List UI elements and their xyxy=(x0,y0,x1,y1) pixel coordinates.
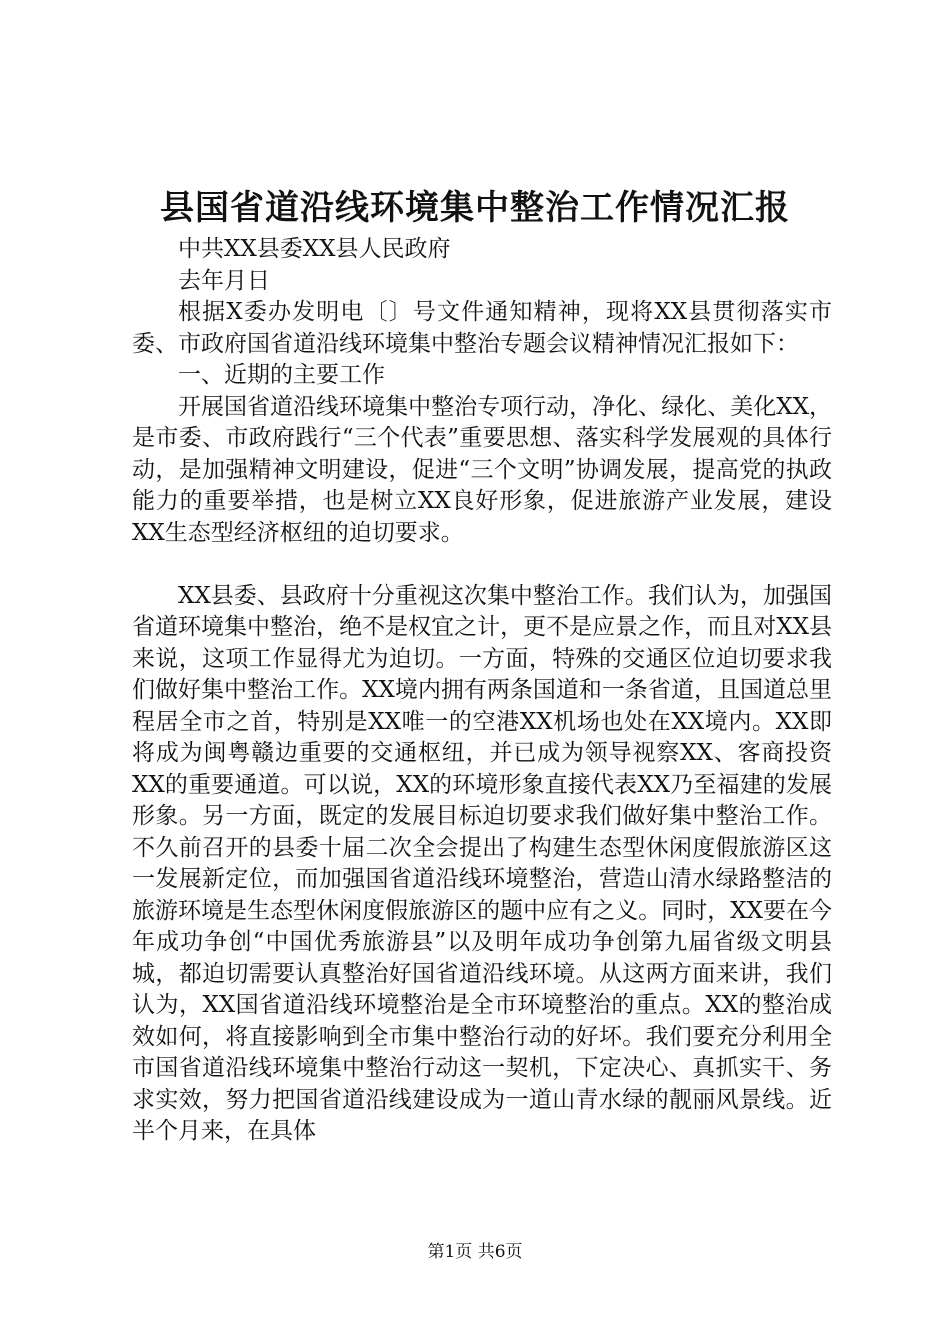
document-body xyxy=(132,234,832,1148)
issuer-line: 中共XX县委XX县人民政府 xyxy=(178,236,451,262)
document-title: 县国省道沿线环境集中整治工作情况汇报 xyxy=(160,188,790,228)
section-heading: 一、近期的主要工作 xyxy=(178,362,385,388)
body-paragraph: XX县委、县政府十分重视这次集中整治工作。我们认为，加强国省道环境集中整治，绝不是权宜之计，更不是应景之作，而且对XX县来说，这项工作显得尤为迫切。一方面，特殊的交通区位迫切要求我们做好集中整治工作。XX境内拥有两条国道和一条省道，且国道总里程居全市之首，特别是XX唯一的空港XX机场也处在XX境内。XX即将成为闽粤赣边重要的交通枢纽，并已成为领导视察XX、客商投资XX的重要通道。可以说，XX的环境形象直接代表XX乃至福建的发展形象。另一方面，既定的发展目标迫切要求我们做好集中整治工作。不久前召开的县委十届二次全会提出了构建生态型休闲度假旅游区这一发展新定位，而加强国省道沿线环境整治，营造山清水绿路整洁的旅游环境是生态型休闲度假旅游区的题中应有之义。同时，XX要在今年成功争创“中国优秀旅游县”以及明年成功争创第九届省级文明县城，都迫切需要认真整治好国省道沿线环境。从这两方面来讲，我们认为，XX国省道沿线环境整治是全市环境整治的重点。XX的整治成效如何，将直接影响到全市集中整治行动的好坏。我们要充分利用全市国省道沿线环境集中整治行动这一契机，下定决心、真抓实干、务求实效，努力把国省道沿线建设成为一道山青水绿的靓丽风景线。近半个月来，在具体 xyxy=(132,582,832,1144)
page-number-footer: 第1页 共6页 xyxy=(427,1242,523,1262)
intro-paragraph: 根据X委办发明电〔〕号文件通知精神，现将XX县贯彻落实市委、市政府国省道沿线环境集中整治专题会议精神情况汇报如下： xyxy=(132,299,832,357)
date-line: 去年月日 xyxy=(178,267,270,294)
body-paragraph: 开展国省道沿线环境集中整治专项行动，净化、绿化、美化XX，是市委、市政府践行“三个代表”重要思想、落实科学发展观的具体行动，是加强精神文明建设，促进“三个文明”协调发展，提高党的执政能力的重要举措，也是树立XX良好形象，促进旅游产业发展，建设XX生态型经济枢纽的迫切要求。 xyxy=(132,393,832,546)
